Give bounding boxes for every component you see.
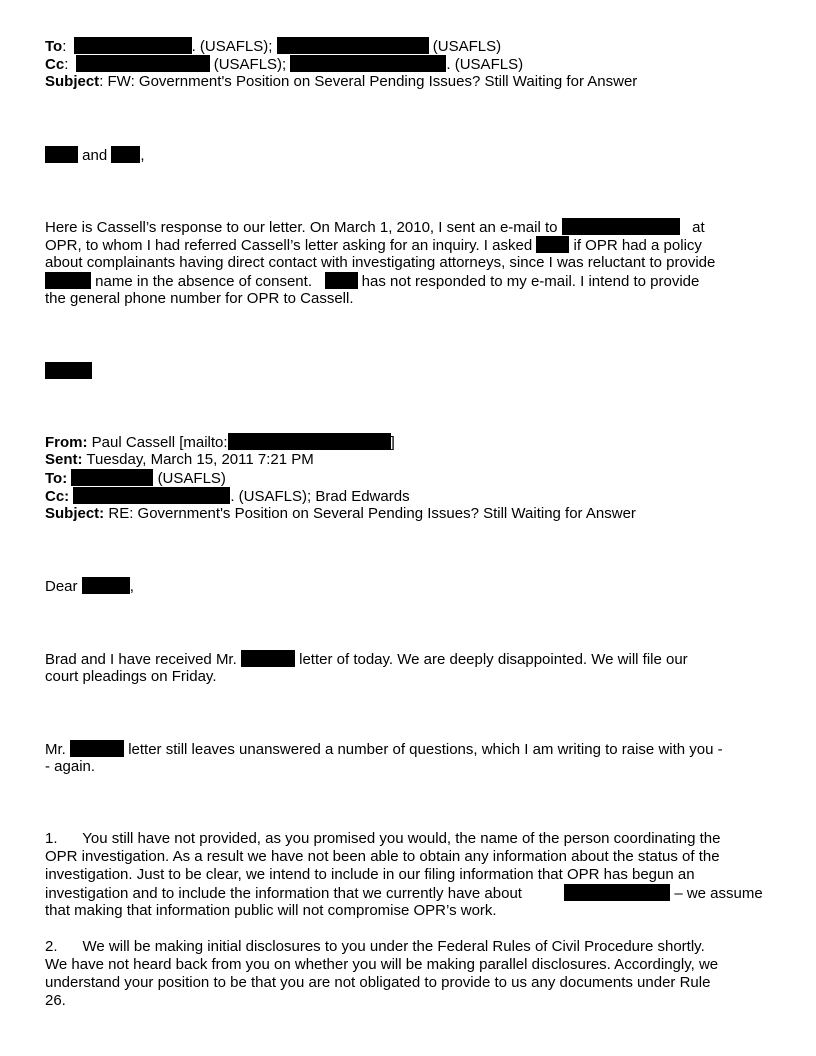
redaction (45, 272, 91, 289)
header-to-line: To: . (USAFLS); (USAFLS) (45, 38, 502, 55)
item1-line: investigation and to include the information that we currently have about – we assume (45, 885, 763, 902)
fwd-to-line: To: (USAFLS) (45, 470, 226, 487)
para1-line: Here is Cassell’s response to our letter. On March 1, 2010, I sent an e-mail to at (45, 219, 705, 236)
para1-line: name in the absence of consent. has not responded to my e-mail. I intend to provide (45, 272, 699, 290)
redaction (111, 146, 140, 163)
redaction (74, 37, 192, 54)
greeting-line: and , (45, 146, 145, 164)
redaction (536, 236, 569, 253)
redaction (71, 469, 153, 486)
fwd-from-line: From: Paul Cassell [mailto: ] (45, 434, 395, 451)
redaction (562, 218, 680, 235)
redaction (45, 146, 78, 163)
fwd-subject-line: Subject: RE: Government's Position on Several Pending Issues? Still Waiting for Answer (45, 505, 636, 522)
item1-line: investigation. Just to be clear, we intend to include in our filing information that OPR has begun an (45, 866, 695, 883)
fwd-cc-line: Cc: . (USAFLS); Brad Edwards (45, 488, 410, 505)
redaction (277, 37, 429, 54)
fwd-sent-line: Sent: Tuesday, March 15, 2011 7:21 PM (45, 451, 314, 468)
from-label: From: (45, 434, 88, 451)
body-line: Brad and I have received Mr. letter of today. We are deeply disappointed. We will file our (45, 651, 688, 668)
item2-line: We have not heard back from you on whether you will be making parallel disclosures. Accordingly, we (45, 956, 719, 973)
subject-label: Subject: (45, 505, 105, 522)
item1-line: that making that information public will not compromise OPR’s work. (45, 902, 497, 919)
redaction (241, 650, 295, 667)
redaction (228, 433, 391, 450)
item2-line: 26. (45, 992, 66, 1009)
redaction (290, 55, 446, 72)
redaction (73, 487, 230, 504)
subject-label: Subject (45, 73, 100, 90)
redaction (82, 577, 130, 594)
to-label: To: (45, 470, 68, 487)
redaction (76, 55, 210, 72)
item1-line: 1. You still have not provided, as you promised you would, the name of the person coordinating the (45, 830, 721, 847)
item2-line: understand your position to be that you are not obligated to provide to us any documents under Rule (45, 974, 711, 991)
redaction (564, 884, 670, 901)
redaction (325, 272, 358, 289)
para1-line: the general phone number for OPR to Cassell. (45, 290, 354, 307)
item1-line: OPR investigation. As a result we have not been able to obtain any information about the status of the (45, 848, 720, 865)
sent-label: Sent: (45, 451, 83, 468)
body-line: - again. (45, 758, 96, 775)
cc-label: Cc (45, 56, 65, 73)
body-line: Mr. letter still leaves unanswered a number of questions, which I am writing to raise with you - (45, 741, 723, 758)
body-line: court pleadings on Friday. (45, 668, 217, 685)
to-label: To (45, 38, 63, 55)
header-cc-line: Cc: (USAFLS); . (USAFLS) (45, 56, 524, 73)
item2-line: 2. We will be making initial disclosures to you under the Federal Rules of Civil Procedure shortly. (45, 938, 705, 955)
para1-line: about complainants having direct contact with investigating attorneys, since I was reluctant to provide (45, 254, 716, 271)
dear-line: Dear , (45, 578, 134, 595)
cc-label: Cc: (45, 488, 70, 505)
para1-line: OPR, to whom I had referred Cassell’s letter asking for an inquiry. I asked if OPR had a policy (45, 237, 702, 254)
signature-line (45, 362, 92, 380)
header-subject-line: Subject: FW: Government's Position on Several Pending Issues? Still Waiting for Answer (45, 73, 638, 90)
redaction (70, 740, 124, 757)
redaction (45, 362, 92, 379)
